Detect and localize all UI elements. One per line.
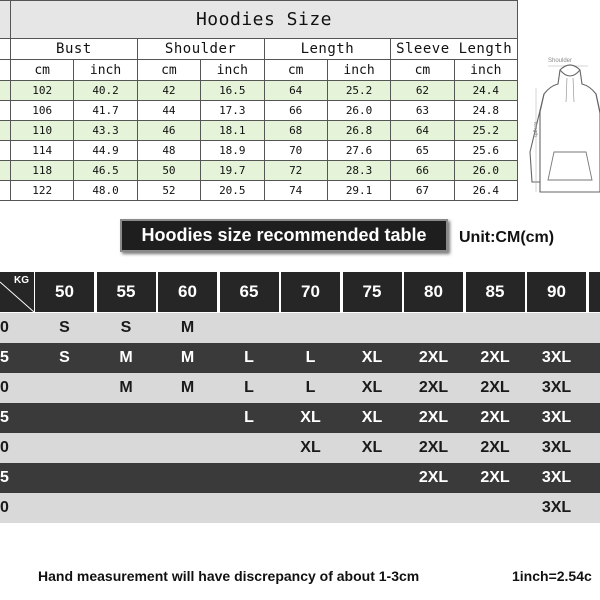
size-table-title: Hoodies Size — [11, 1, 518, 39]
table-cell: 42 — [137, 81, 200, 101]
size-cell: 2XL — [418, 439, 449, 456]
size-cell — [220, 433, 279, 463]
table-cell: 52 — [137, 181, 200, 201]
table-cell: 27.6 — [327, 141, 390, 161]
size-cell: 2XL — [480, 379, 510, 396]
size-cell: L — [244, 409, 254, 426]
size-cell: 3XL — [541, 409, 572, 426]
size-cell — [220, 463, 279, 493]
size-cell — [404, 493, 463, 523]
table-cell: 66 — [264, 101, 327, 121]
table-cell: 26.8 — [327, 121, 390, 141]
kg-corner-cell — [0, 272, 34, 312]
unit-header: inch — [201, 60, 264, 81]
weight-header-cell: 65 — [220, 272, 279, 312]
size-cell — [281, 463, 340, 493]
unit-header: inch — [327, 60, 390, 81]
size-cell — [343, 493, 402, 523]
size-cell: XL — [361, 379, 383, 396]
size-cell: M — [180, 319, 195, 336]
size-cell — [35, 403, 94, 433]
table-cell: 64 — [391, 121, 454, 141]
table-cell: 40.2 — [74, 81, 137, 101]
size-cell: S — [120, 319, 132, 336]
weight-header-cell: 60 — [158, 272, 217, 312]
size-cell: L — [244, 349, 254, 366]
size-cell: 2XL — [480, 409, 510, 426]
size-cell: 3XL — [541, 349, 572, 366]
size-cell — [220, 313, 279, 343]
size-cell: 2XL — [480, 469, 510, 486]
size-cell — [158, 493, 217, 523]
size-col-spacer — [0, 141, 11, 161]
unit-header: inch — [74, 60, 137, 81]
table-cell: 68 — [264, 121, 327, 141]
size-cell: XL — [361, 409, 383, 426]
size-col-spacer — [0, 1, 11, 39]
table-cell: 46.5 — [74, 161, 137, 181]
table-cell: 18.9 — [201, 141, 264, 161]
height-label: 0 — [0, 319, 9, 336]
size-table — [0, 0, 518, 201]
table-cell: 41.7 — [74, 101, 137, 121]
recommended-table-banner: Hoodies size recommended table — [120, 219, 448, 252]
table-cell: 18.1 — [201, 121, 264, 141]
table-cell: 19.7 — [201, 161, 264, 181]
size-cell — [97, 463, 156, 493]
size-col-spacer — [0, 121, 11, 141]
size-cell — [35, 463, 94, 493]
size-cell — [404, 313, 463, 343]
table-row — [0, 121, 518, 141]
table-cell: 25.2 — [327, 81, 390, 101]
table-cell: 26.0 — [327, 101, 390, 121]
shoulder-label: Shoulder — [548, 58, 573, 64]
size-cell: S — [59, 349, 70, 366]
table-cell: 44 — [137, 101, 200, 121]
weight-header-cell: 55 — [97, 272, 156, 312]
table-cell: 66 — [391, 161, 454, 181]
table-cell: 62 — [391, 81, 454, 101]
group-header-shoulder: Shoulder — [137, 39, 264, 60]
size-table-group-row — [0, 39, 518, 60]
size-table-unit-row — [0, 60, 518, 81]
size-cell: 2XL — [480, 439, 510, 456]
unit-header: cm — [391, 60, 454, 81]
size-cell: M — [119, 349, 133, 366]
size-cell — [343, 463, 402, 493]
size-cell — [97, 433, 156, 463]
size-cell — [97, 403, 156, 433]
unit-header: cm — [137, 60, 200, 81]
size-cell: 2XL — [480, 349, 510, 366]
size-col-spacer — [0, 181, 11, 201]
size-col-spacer — [0, 101, 11, 121]
size-cell — [281, 493, 340, 523]
table-cell: 17.3 — [201, 101, 264, 121]
unit-header: cm — [264, 60, 327, 81]
table-row — [0, 141, 518, 161]
hoodie-illustration — [526, 42, 600, 202]
measurement-note: Hand measurement will have discrepancy of about 1-3cm — [38, 568, 420, 584]
size-cell: M — [180, 379, 195, 396]
table-row — [0, 101, 518, 121]
size-cell — [35, 373, 94, 403]
table-cell: 24.8 — [454, 101, 517, 121]
table-cell: 28.3 — [327, 161, 390, 181]
table-cell: 20.5 — [201, 181, 264, 201]
table-cell: 106 — [11, 101, 74, 121]
table-cell: 44.9 — [74, 141, 137, 161]
weight-header-row — [0, 272, 600, 312]
size-cell — [158, 403, 217, 433]
table-cell: 29.1 — [327, 181, 390, 201]
weight-header-cell: 75 — [343, 272, 402, 312]
size-cell — [527, 313, 586, 343]
size-cell — [97, 493, 156, 523]
size-cell — [35, 433, 94, 463]
size-cell: 2XL — [418, 349, 449, 366]
group-header-sleeve-length: Sleeve Length — [391, 39, 518, 60]
size-cell: 2XL — [418, 379, 449, 396]
inch-conversion: 1inch=2.54c — [512, 568, 592, 584]
size-cell: XL — [300, 439, 321, 456]
table-cell: 65 — [391, 141, 454, 161]
size-col-spacer — [0, 81, 11, 101]
weight-header-cell: 70 — [281, 272, 340, 312]
size-cell: XL — [300, 409, 321, 426]
height-label: 5 — [0, 469, 9, 486]
table-cell: 122 — [11, 181, 74, 201]
weight-header-cell: 90 — [527, 272, 586, 312]
table-row — [0, 403, 600, 433]
size-cell: 3XL — [541, 379, 572, 396]
kg-label: KG — [14, 275, 29, 286]
table-cell: 43.3 — [74, 121, 137, 141]
table-row — [0, 373, 600, 403]
size-cell: 3XL — [541, 439, 572, 456]
height-label: 5 — [0, 409, 9, 426]
size-cell: 2XL — [418, 469, 449, 486]
table-row — [0, 313, 600, 343]
size-cell: M — [119, 379, 133, 396]
unit-label: Unit:CM(cm) — [459, 229, 555, 246]
unit-header: cm — [11, 60, 74, 81]
size-col-spacer — [0, 161, 11, 181]
size-table-title-row — [0, 1, 518, 39]
weight-header-cell-cropped — [589, 272, 600, 312]
size-cell: XL — [361, 349, 383, 366]
table-cell: 70 — [264, 141, 327, 161]
table-cell: 26.4 — [454, 181, 517, 201]
size-cell: XL — [361, 439, 383, 456]
table-cell: 48 — [137, 141, 200, 161]
size-cell: 3XL — [541, 469, 572, 486]
table-row — [0, 343, 600, 373]
weight-header-cell: 80 — [404, 272, 463, 312]
size-cell — [35, 493, 94, 523]
weight-header-cell: 50 — [35, 272, 94, 312]
table-cell: 26.0 — [454, 161, 517, 181]
size-cell: L — [305, 379, 316, 396]
table-cell: 102 — [11, 81, 74, 101]
unit-header: inch — [454, 60, 517, 81]
size-cell: 2XL — [418, 409, 449, 426]
table-row — [0, 181, 518, 201]
size-cell — [158, 463, 217, 493]
table-cell: 64 — [264, 81, 327, 101]
size-cell — [343, 313, 402, 343]
height-label: 0 — [0, 499, 9, 516]
table-cell: 110 — [11, 121, 74, 141]
height-label: 5 — [0, 349, 9, 366]
table-cell: 48.0 — [74, 181, 137, 201]
size-cell — [220, 493, 279, 523]
size-cell: 3XL — [541, 499, 572, 516]
size-cell — [158, 433, 217, 463]
size-cell: S — [59, 319, 70, 336]
table-row — [0, 493, 600, 523]
table-row — [0, 161, 518, 181]
table-row — [0, 463, 600, 493]
table-row — [0, 433, 600, 463]
table-cell: 25.6 — [454, 141, 517, 161]
size-col-spacer — [0, 39, 11, 60]
group-header-bust: Bust — [11, 39, 138, 60]
size-cell: L — [305, 349, 316, 366]
weight-header-cell: 85 — [466, 272, 525, 312]
size-cell: L — [244, 379, 254, 396]
size-col-spacer — [0, 60, 11, 81]
table-cell: 114 — [11, 141, 74, 161]
table-cell: 63 — [391, 101, 454, 121]
height-label: 0 — [0, 439, 9, 456]
length-label: length — [532, 122, 538, 137]
height-label: 0 — [0, 379, 9, 396]
table-cell: 46 — [137, 121, 200, 141]
table-cell: 16.5 — [201, 81, 264, 101]
table-cell: 118 — [11, 161, 74, 181]
table-row — [0, 81, 518, 101]
size-cell — [466, 493, 525, 523]
table-cell: 74 — [264, 181, 327, 201]
group-header-length: Length — [264, 39, 391, 60]
table-cell: 67 — [391, 181, 454, 201]
table-cell: 50 — [137, 161, 200, 181]
size-cell: M — [180, 349, 195, 366]
size-cell — [281, 313, 340, 343]
table-cell: 72 — [264, 161, 327, 181]
size-cell — [466, 313, 525, 343]
table-cell: 25.2 — [454, 121, 517, 141]
table-cell: 24.4 — [454, 81, 517, 101]
